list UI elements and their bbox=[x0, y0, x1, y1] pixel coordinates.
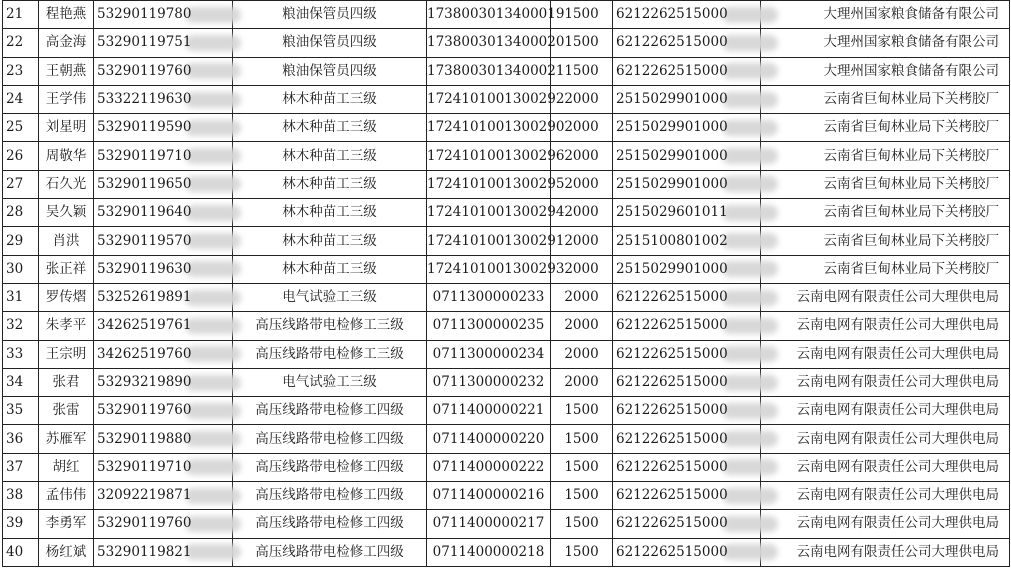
id-number-visible-digits: 53290119630 bbox=[97, 260, 192, 277]
id-number-visible-digits: 53290119640 bbox=[97, 204, 192, 221]
bank-account-cell bbox=[613, 255, 761, 283]
amount-cell: 2000 bbox=[551, 255, 613, 283]
employer-cell: 云南电网有限责任公司大理供电局 bbox=[761, 283, 1010, 311]
occupation-cell: 林木种苗工三级 bbox=[233, 170, 427, 198]
table-row bbox=[3, 482, 1010, 510]
row-number-cell: 23 bbox=[3, 57, 39, 85]
occupation-cell: 林木种苗工三级 bbox=[233, 227, 427, 255]
redaction-blur bbox=[185, 459, 241, 475]
row-number-cell: 40 bbox=[3, 538, 39, 566]
redaction-blur bbox=[722, 488, 778, 504]
table-row bbox=[3, 85, 1010, 113]
redaction-blur bbox=[185, 516, 241, 532]
bank-account-cell bbox=[613, 368, 761, 396]
amount-cell: 2000 bbox=[551, 114, 613, 142]
id-number-cell bbox=[94, 425, 233, 453]
redaction-blur bbox=[722, 148, 778, 164]
id-number-cell bbox=[94, 85, 233, 113]
employer-cell: 云南电网有限责任公司大理供电局 bbox=[761, 312, 1010, 340]
occupation-cell: 高压线路带电检修工四级 bbox=[233, 510, 427, 538]
redaction-blur bbox=[185, 63, 241, 79]
amount-cell: 2000 bbox=[551, 283, 613, 311]
bank-account-visible-digits: 6212262515000 bbox=[616, 430, 728, 447]
redaction-blur bbox=[722, 120, 778, 136]
bank-account-cell bbox=[613, 538, 761, 566]
name-cell: 杨红斌 bbox=[39, 538, 94, 566]
id-number-cell bbox=[94, 227, 233, 255]
employer-cell: 云南省巨甸林业局下关栲胶厂 bbox=[761, 85, 1010, 113]
certificate-number-cell: 0711300000235 bbox=[427, 312, 551, 340]
certificate-number-cell: 1724101001300294 bbox=[427, 199, 551, 227]
id-number-cell bbox=[94, 142, 233, 170]
id-number-cell bbox=[94, 538, 233, 566]
bank-account-visible-digits: 6212262515000 bbox=[616, 289, 728, 306]
bank-account-visible-digits: 6212262515000 bbox=[616, 345, 728, 362]
id-number-visible-digits: 34262519760 bbox=[97, 345, 192, 362]
row-number-cell: 28 bbox=[3, 199, 39, 227]
name-cell: 张雷 bbox=[39, 397, 94, 425]
bank-account-visible-digits: 6212262515000 bbox=[616, 458, 728, 475]
redaction-blur bbox=[185, 375, 241, 391]
row-number-cell: 22 bbox=[3, 29, 39, 57]
redaction-blur bbox=[722, 375, 778, 391]
id-number-cell bbox=[94, 255, 233, 283]
id-number-cell bbox=[94, 482, 233, 510]
row-number-cell: 29 bbox=[3, 227, 39, 255]
amount-cell: 1500 bbox=[551, 57, 613, 85]
certificate-number-cell: 0711300000233 bbox=[427, 283, 551, 311]
certificate-number-cell: 0711300000232 bbox=[427, 368, 551, 396]
employer-cell: 云南省巨甸林业局下关栲胶厂 bbox=[761, 227, 1010, 255]
id-number-visible-digits: 53290119760 bbox=[97, 515, 192, 532]
employer-cell: 大理州国家粮食储备有限公司 bbox=[761, 57, 1010, 85]
occupation-cell: 林木种苗工三级 bbox=[233, 85, 427, 113]
name-cell: 朱孝平 bbox=[39, 312, 94, 340]
id-number-visible-digits: 53290119710 bbox=[97, 147, 192, 164]
redaction-blur bbox=[185, 7, 241, 23]
certificate-number-cell: 1724101001300290 bbox=[427, 114, 551, 142]
id-number-cell bbox=[94, 283, 233, 311]
redaction-blur bbox=[722, 176, 778, 192]
id-number-visible-digits: 53293219890 bbox=[97, 374, 192, 390]
bank-account-cell bbox=[613, 425, 761, 453]
id-number-cell bbox=[94, 199, 233, 227]
id-number-cell bbox=[94, 397, 233, 425]
id-number-visible-digits: 53322119630 bbox=[97, 91, 192, 108]
amount-cell: 1500 bbox=[551, 425, 613, 453]
bank-account-cell bbox=[613, 227, 761, 255]
bank-account-visible-digits: 2515029901000 bbox=[616, 175, 728, 192]
occupation-cell: 高压线路带电检修工四级 bbox=[233, 425, 427, 453]
amount-cell: 2000 bbox=[551, 227, 613, 255]
id-number-cell bbox=[94, 170, 233, 198]
name-cell: 王宗明 bbox=[39, 340, 94, 368]
amount-cell: 2000 bbox=[551, 170, 613, 198]
table-row bbox=[3, 425, 1010, 453]
certificate-number-cell: 1738003013400020 bbox=[427, 29, 551, 57]
redaction-blur bbox=[185, 261, 241, 277]
redaction-blur bbox=[185, 205, 241, 221]
redaction-blur bbox=[722, 261, 778, 277]
bank-account-cell bbox=[613, 57, 761, 85]
bank-account-cell bbox=[613, 142, 761, 170]
table-row bbox=[3, 1, 1010, 29]
name-cell: 王朝燕 bbox=[39, 57, 94, 85]
id-number-visible-digits: 32092219871 bbox=[97, 487, 192, 504]
bank-account-visible-digits: 2515029601011 bbox=[616, 204, 728, 221]
redaction-blur bbox=[722, 403, 778, 419]
row-number-cell: 39 bbox=[3, 510, 39, 538]
name-cell: 刘星明 bbox=[39, 114, 94, 142]
employer-cell: 云南电网有限责任公司大理供电局 bbox=[761, 425, 1010, 453]
redaction-blur bbox=[185, 35, 241, 51]
name-cell: 石久光 bbox=[39, 170, 94, 198]
redaction-blur bbox=[722, 431, 778, 447]
employer-cell: 云南电网有限责任公司大理供电局 bbox=[761, 510, 1010, 538]
employer-cell: 云南电网有限责任公司大理供电局 bbox=[761, 397, 1010, 425]
occupation-cell: 高压线路带电检修工四级 bbox=[233, 538, 427, 566]
bank-account-visible-digits: 6212262515000 bbox=[616, 402, 728, 419]
row-number-cell: 27 bbox=[3, 170, 39, 198]
redaction-blur bbox=[185, 403, 241, 419]
id-number-cell bbox=[94, 510, 233, 538]
name-cell: 苏雁军 bbox=[39, 425, 94, 453]
id-number-visible-digits: 53290119710 bbox=[97, 458, 192, 475]
id-number-visible-digits: 53290119570 bbox=[97, 232, 192, 249]
occupation-cell: 林木种苗工三级 bbox=[233, 199, 427, 227]
bank-account-cell bbox=[613, 340, 761, 368]
id-number-cell bbox=[94, 29, 233, 57]
row-number-cell: 36 bbox=[3, 425, 39, 453]
amount-cell: 2000 bbox=[551, 340, 613, 368]
name-cell: 周敬华 bbox=[39, 142, 94, 170]
name-cell: 胡红 bbox=[39, 453, 94, 481]
redaction-blur bbox=[722, 205, 778, 221]
row-number-cell: 24 bbox=[3, 85, 39, 113]
id-number-cell bbox=[94, 57, 233, 85]
amount-cell: 1500 bbox=[551, 453, 613, 481]
employer-cell: 云南省巨甸林业局下关栲胶厂 bbox=[761, 255, 1010, 283]
employer-cell: 云南省巨甸林业局下关栲胶厂 bbox=[761, 114, 1010, 142]
occupation-cell: 电气试验工三级 bbox=[233, 283, 427, 311]
certificate-number-cell: 1724101001300291 bbox=[427, 227, 551, 255]
redaction-blur bbox=[185, 148, 241, 164]
redaction-blur bbox=[722, 459, 778, 475]
table-row bbox=[3, 453, 1010, 481]
id-number-visible-digits: 34262519761 bbox=[97, 317, 192, 334]
table-row bbox=[3, 283, 1010, 311]
redaction-blur bbox=[185, 318, 241, 334]
amount-cell: 1500 bbox=[551, 538, 613, 566]
employer-cell: 云南省巨甸林业局下关栲胶厂 bbox=[761, 142, 1010, 170]
certificate-number-cell: 1724101001300295 bbox=[427, 170, 551, 198]
row-number-cell: 35 bbox=[3, 397, 39, 425]
bank-account-visible-digits: 2515100801002 bbox=[616, 232, 728, 249]
row-number-cell: 32 bbox=[3, 312, 39, 340]
bank-account-visible-digits: 6212262515000 bbox=[616, 374, 728, 390]
certificate-number-cell: 0711400000221 bbox=[427, 397, 551, 425]
row-number-cell: 25 bbox=[3, 114, 39, 142]
redaction-blur bbox=[185, 488, 241, 504]
id-number-cell bbox=[94, 368, 233, 396]
occupation-cell: 高压线路带电检修工三级 bbox=[233, 340, 427, 368]
certificate-number-cell: 1738003013400021 bbox=[427, 57, 551, 85]
name-cell: 孟伟伟 bbox=[39, 482, 94, 510]
bank-account-cell bbox=[613, 453, 761, 481]
bank-account-cell bbox=[613, 312, 761, 340]
id-number-cell bbox=[94, 453, 233, 481]
table-row bbox=[3, 538, 1010, 566]
table-row bbox=[3, 255, 1010, 283]
redaction-blur bbox=[185, 120, 241, 136]
table-row bbox=[3, 57, 1010, 85]
table-row bbox=[3, 510, 1010, 538]
id-number-cell bbox=[94, 340, 233, 368]
bank-account-visible-digits: 2515029901000 bbox=[616, 119, 728, 136]
table-body bbox=[3, 1, 1010, 567]
employer-cell: 云南电网有限责任公司大理供电局 bbox=[761, 538, 1010, 566]
redaction-blur bbox=[722, 318, 778, 334]
bank-account-visible-digits: 6212262515000 bbox=[616, 515, 728, 532]
bank-account-cell bbox=[613, 114, 761, 142]
name-cell: 吴久颖 bbox=[39, 199, 94, 227]
certificate-number-cell: 1724101001300293 bbox=[427, 255, 551, 283]
row-number-cell: 26 bbox=[3, 142, 39, 170]
bank-account-cell bbox=[613, 199, 761, 227]
table-row bbox=[3, 199, 1010, 227]
bank-account-visible-digits: 2515029901000 bbox=[616, 91, 728, 108]
amount-cell: 1500 bbox=[551, 482, 613, 510]
row-number-cell: 30 bbox=[3, 255, 39, 283]
name-cell: 王学伟 bbox=[39, 85, 94, 113]
row-number-cell: 38 bbox=[3, 482, 39, 510]
redaction-blur bbox=[185, 233, 241, 249]
bank-account-visible-digits: 6212262515000 bbox=[616, 487, 728, 504]
certificate-number-cell: 0711400000222 bbox=[427, 453, 551, 481]
bank-account-visible-digits: 6212262515000 bbox=[616, 34, 728, 51]
name-cell: 李勇军 bbox=[39, 510, 94, 538]
id-number-visible-digits: 53290119590 bbox=[97, 119, 192, 136]
amount-cell: 1500 bbox=[551, 510, 613, 538]
redaction-blur bbox=[722, 7, 778, 23]
redaction-blur bbox=[722, 63, 778, 79]
employer-cell: 云南电网有限责任公司大理供电局 bbox=[761, 368, 1010, 396]
redaction-blur bbox=[722, 233, 778, 249]
redaction-blur bbox=[185, 290, 241, 306]
name-cell: 罗传熠 bbox=[39, 283, 94, 311]
redaction-blur bbox=[722, 290, 778, 306]
bank-account-cell bbox=[613, 29, 761, 57]
table-row bbox=[3, 397, 1010, 425]
redaction-blur bbox=[722, 35, 778, 51]
bank-account-cell bbox=[613, 397, 761, 425]
occupation-cell: 粮油保管员四级 bbox=[233, 1, 427, 29]
row-number-cell: 37 bbox=[3, 453, 39, 481]
row-number-cell: 34 bbox=[3, 368, 39, 396]
certificate-number-cell: 1724101001300292 bbox=[427, 85, 551, 113]
bank-account-cell bbox=[613, 170, 761, 198]
certificate-number-cell: 0711300000234 bbox=[427, 340, 551, 368]
table-row bbox=[3, 29, 1010, 57]
redaction-blur bbox=[185, 346, 241, 362]
employer-cell: 云南电网有限责任公司大理供电局 bbox=[761, 340, 1010, 368]
id-number-visible-digits: 53252619891 bbox=[97, 289, 192, 306]
employer-cell: 云南电网有限责任公司大理供电局 bbox=[761, 482, 1010, 510]
employer-cell: 大理州国家粮食储备有限公司 bbox=[761, 1, 1010, 29]
id-number-visible-digits: 53290119821 bbox=[97, 543, 192, 560]
bank-account-cell bbox=[613, 482, 761, 510]
amount-cell: 2000 bbox=[551, 368, 613, 396]
employer-cell: 大理州国家粮食储备有限公司 bbox=[761, 29, 1010, 57]
employer-cell: 云南省巨甸林业局下关栲胶厂 bbox=[761, 170, 1010, 198]
amount-cell: 2000 bbox=[551, 142, 613, 170]
id-number-visible-digits: 53290119650 bbox=[97, 175, 192, 192]
redaction-blur bbox=[185, 431, 241, 447]
redaction-blur bbox=[722, 544, 778, 560]
certificate-number-cell: 0711400000217 bbox=[427, 510, 551, 538]
redaction-blur bbox=[185, 92, 241, 108]
row-number-cell: 31 bbox=[3, 283, 39, 311]
occupation-cell: 林木种苗工三级 bbox=[233, 114, 427, 142]
redaction-blur bbox=[185, 544, 241, 560]
bank-account-visible-digits: 6212262515000 bbox=[616, 317, 728, 334]
table-row bbox=[3, 368, 1010, 396]
amount-cell: 1500 bbox=[551, 1, 613, 29]
table-row bbox=[3, 340, 1010, 368]
occupation-cell: 高压线路带电检修工四级 bbox=[233, 482, 427, 510]
table-row bbox=[3, 227, 1010, 255]
certificate-number-cell: 0711400000218 bbox=[427, 538, 551, 566]
occupation-cell: 高压线路带电检修工三级 bbox=[233, 312, 427, 340]
bank-account-visible-digits: 2515029901000 bbox=[616, 260, 728, 277]
occupation-cell: 电气试验工三级 bbox=[233, 368, 427, 396]
row-number-cell: 33 bbox=[3, 340, 39, 368]
id-number-visible-digits: 53290119760 bbox=[97, 62, 192, 79]
id-number-cell bbox=[94, 312, 233, 340]
bank-account-visible-digits: 6212262515000 bbox=[616, 6, 728, 23]
occupation-cell: 高压线路带电检修工四级 bbox=[233, 453, 427, 481]
certificate-number-cell: 1724101001300296 bbox=[427, 142, 551, 170]
table-row bbox=[3, 142, 1010, 170]
bank-account-cell bbox=[613, 85, 761, 113]
name-cell: 张君 bbox=[39, 368, 94, 396]
id-number-cell bbox=[94, 1, 233, 29]
amount-cell: 2000 bbox=[551, 85, 613, 113]
id-number-cell bbox=[94, 114, 233, 142]
employer-cell: 云南省巨甸林业局下关栲胶厂 bbox=[761, 199, 1010, 227]
certificate-number-cell: 1738003013400019 bbox=[427, 1, 551, 29]
id-number-visible-digits: 53290119760 bbox=[97, 402, 192, 419]
name-cell: 程艳燕 bbox=[39, 1, 94, 29]
bank-account-cell bbox=[613, 1, 761, 29]
table-row bbox=[3, 170, 1010, 198]
amount-cell: 2000 bbox=[551, 312, 613, 340]
name-cell: 高金海 bbox=[39, 29, 94, 57]
table-row bbox=[3, 114, 1010, 142]
name-cell: 肖洪 bbox=[39, 227, 94, 255]
occupation-cell: 林木种苗工三级 bbox=[233, 255, 427, 283]
amount-cell: 2000 bbox=[551, 199, 613, 227]
employer-cell: 云南电网有限责任公司大理供电局 bbox=[761, 453, 1010, 481]
certificate-number-cell: 0711400000216 bbox=[427, 482, 551, 510]
redaction-blur bbox=[722, 346, 778, 362]
amount-cell: 1500 bbox=[551, 397, 613, 425]
bank-account-visible-digits: 6212262515000 bbox=[616, 543, 728, 560]
occupation-cell: 粮油保管员四级 bbox=[233, 29, 427, 57]
table-row bbox=[3, 312, 1010, 340]
bank-account-cell bbox=[613, 510, 761, 538]
redaction-blur bbox=[722, 92, 778, 108]
row-number-cell: 21 bbox=[3, 1, 39, 29]
name-cell: 张正祥 bbox=[39, 255, 94, 283]
id-number-visible-digits: 53290119880 bbox=[97, 430, 192, 447]
redaction-blur bbox=[185, 176, 241, 192]
redaction-blur bbox=[722, 516, 778, 532]
occupation-cell: 粮油保管员四级 bbox=[233, 57, 427, 85]
bank-account-cell bbox=[613, 283, 761, 311]
occupation-cell: 林木种苗工三级 bbox=[233, 142, 427, 170]
certificate-number-cell: 0711400000220 bbox=[427, 425, 551, 453]
amount-cell: 1500 bbox=[551, 29, 613, 57]
id-number-visible-digits: 53290119751 bbox=[97, 34, 192, 51]
bank-account-visible-digits: 2515029901000 bbox=[616, 147, 728, 164]
subsidy-roster-table bbox=[2, 0, 1010, 567]
occupation-cell: 高压线路带电检修工四级 bbox=[233, 397, 427, 425]
id-number-visible-digits: 53290119780 bbox=[97, 6, 192, 23]
bank-account-visible-digits: 6212262515000 bbox=[616, 62, 728, 79]
